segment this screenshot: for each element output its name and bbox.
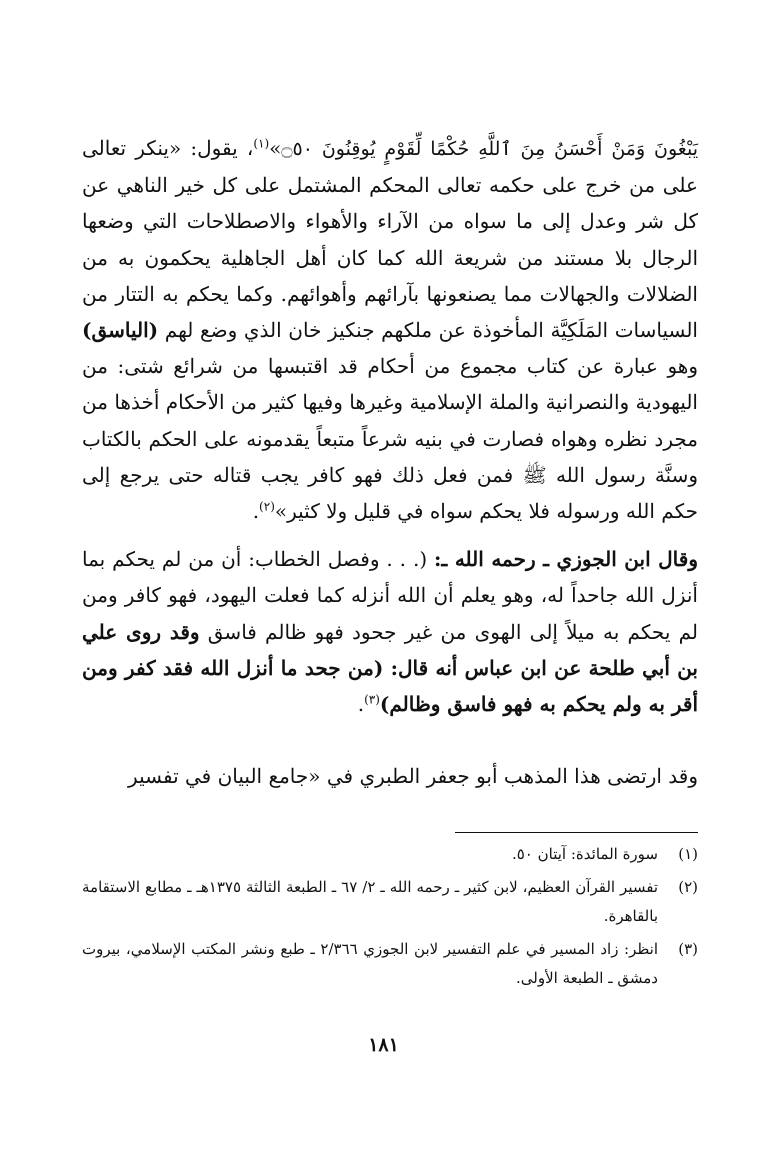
paragraph-end-mark: . (357, 692, 365, 717)
ibn-abbas-quote: وقد روى علي بن أبي طلحة عن ابن عباس أنه قال: (من جحد ما أنزل الله فقد كفر ومن أقر به ولم يحكم به فهو فاسق وظالم) (82, 619, 699, 717)
footnote-number: (١) (678, 845, 698, 863)
paragraph-ibn-al-jawzi (82, 541, 698, 722)
main-text (82, 130, 698, 794)
ibn-al-jawzi-quote: (. . . وفصل الخطاب: أن من لم يحكم بما أنزل الله جاحداً له، وهو يعلم أن الله أنزله كما فعلت اليهود، فهو كافر ومن لم يحكم به ميلاً إلى الهوى من غير جحود فهو ظالم فاسق (82, 547, 698, 644)
footnote-2 (82, 873, 698, 931)
footnote-text: سورة المائدة: آيتان ٥٠. (511, 845, 658, 863)
footnote-3 (82, 935, 698, 993)
footnote-ref-1[interactable]: (١) (253, 136, 270, 151)
page-number: ١٨١ (368, 1034, 399, 1056)
paragraph-ibn-kathir (82, 130, 698, 529)
tabari-text: وقد ارتضى هذا المذهب أبو جعفر الطبري في «جامع البيان في تفسير (128, 764, 698, 789)
footnote-text: انظر: زاد المسير في علم التفسير لابن الجوزي ٢/٣٦٦ ـ طبع ونشر المكتب الإسلامي، بيروت دمشق ـ الطبعة الأولى. (82, 940, 659, 987)
footnote-number: (٣) (678, 940, 698, 958)
footnote-1 (82, 840, 698, 869)
footnote-ref-2[interactable]: (٢) (259, 499, 275, 514)
paragraph-tabari (82, 758, 698, 794)
footnote-text: تفسير القرآن العظيم، لابن كثير ـ رحمه الله ـ ٢/ ٦٧ ـ الطبعة الثالثة ١٣٧٥هـ ـ مطابع الاستقامة بالقاهرة. (82, 878, 658, 925)
ibn-kathir-quote: ، يقول: «ينكر تعالى على من خرج على حكمه تعالى المحكم المشتمل على كل خير الناهي عن كل شر وعدل إلى ما سواه من الآراء والأهواء والاصطلاحات التي وضعها الرجال بلا مستند من شريعة الله كما كان أهل الجاهلية يحكمون به من الضلالات والجهالات مما يصنعونها بآرائهم وأهوائهم. وكما يحكم به التتار من السياسات المَلَكِيَّة المأخوذة عن ملكهم جنكيز خان الذي وضع لهم (82, 136, 698, 343)
footnote-separator (455, 832, 698, 833)
footnote-ref-3[interactable]: (٣) (364, 692, 380, 707)
ibn-al-jawzi-heading: وقال ابن الجوزي ـ رحمه الله ـ: (434, 547, 698, 572)
yasiq-term: (الياسق) (82, 318, 159, 343)
paragraph-end-mark: . (252, 499, 260, 524)
ibn-kathir-quote-cont: وهو عبارة عن كتاب مجموع من أحكام قد اقتبسها من شرائع شتى: من اليهودية والنصرانية والملة الإسلامية وغيرها وفيها كثير من الأحكام أخذها من مجرد نظره وهواه فصارت في بنيه شرعاً متبعاً يقدمونه على الحكم بالكتاب وسنَّة رسول الله ﷺ فمن فعل ذلك فهو كافر يجب قتاله حتى يرجع إلى حكم الله ورسوله فلا يحكم سواه في قليل ولا كثير» (82, 354, 698, 524)
footnotes (82, 840, 698, 997)
quran-verse: يَبْغُونَ وَمَنْ أَحْسَنُ مِنَ ٱللَّهِ حُكْمًا لِّقَوْمٍ يُوقِنُونَ ۝٥٠ (281, 138, 698, 160)
footnote-number: (٢) (678, 878, 698, 896)
verse-close-mark: » (269, 136, 282, 160)
